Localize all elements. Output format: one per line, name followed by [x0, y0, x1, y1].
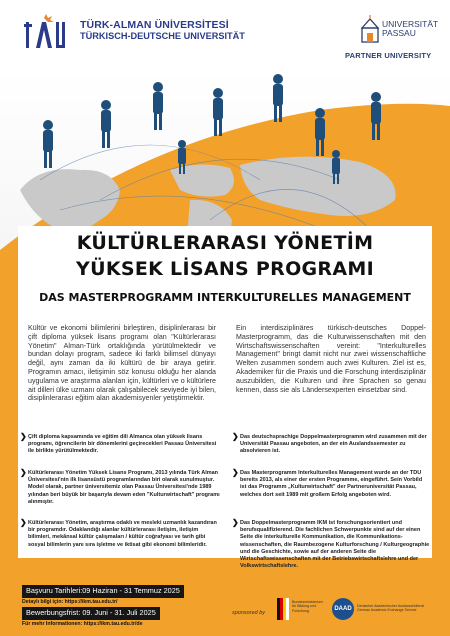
passau-name-line2: PASSAU	[382, 28, 416, 38]
daad-label: DAAD	[334, 606, 352, 612]
sponsored-by-label: sponsored by	[232, 610, 266, 616]
bullet-tr-1-text: Çift diploma kapsamında ve eğitim dili Almanca olan yüksek lisans programı, öğrencilerin bir dönemlerini geçirecekleri Passau Üniversitesi ile birlikte yürütülmektedir.	[28, 434, 217, 455]
bullet-tr-2	[20, 468, 220, 506]
tau-name	[80, 20, 250, 41]
chevron-right-icon: ❯	[232, 518, 239, 527]
chevron-right-icon: ❯	[20, 518, 27, 527]
bullet-tr-1	[20, 432, 220, 456]
bullet-tr-3-text: Kültürlerarası Yönetim, araştırma odaklı ve mesleki uzmanlık kazandıran bir programdır. Odaklandığı alanlar kültürlerarası iletişim, iletişim bilimleri, mekânsal kültür çalışmaları / kültür coğrafyası ve tarih gibi sosyal bilimlerin yanı sıra işletme ve iktisat gibi ekonomi bilimleridir.	[28, 520, 217, 548]
header	[0, 0, 450, 70]
apply-dates-tr: Başvuru Tarihleri:09 Haziran - 31 Temmuz 2025	[22, 585, 184, 598]
subtitle: DAS MASTERPROGRAMM INTERKULTURELLES MANAGEMENT	[39, 291, 411, 304]
bullet-de-3-text: Das Doppelmasterprogramm IKM ist forschungsorientiert und berufsqualifizierend. Die fachlichen Schwerpunkte sind auf der einen Seite die interkulturelle Kommunikation, die Kommunikations-wissenschaften, die Raumbezogene Kulturforschung / Kulturgeographie und die Geschichte, sowie auf der anderen Seite die Wirtschaftswissenschaften mit der Betriebswirtschaftslehre und der Volkswirtschaftslehre.	[240, 520, 430, 570]
chevron-right-icon: ❯	[232, 468, 239, 477]
chevron-right-icon: ❯	[20, 468, 27, 477]
bullet-de-2	[232, 468, 430, 499]
bullet-de-3	[232, 518, 430, 570]
chevron-right-icon: ❯	[232, 432, 239, 441]
apply-dates-de: Bewerbungsfrist: 09. Juni - 31. Juli 2025	[22, 607, 160, 620]
bullet-de-1-text: Das deutschsprachige Doppelmasterprogramm wird zusammen mit der Universität Passau angeboten, an der ein Auslandssemester zu absolvieren ist.	[240, 434, 427, 455]
partner-label: PARTNER UNIVERSITY	[345, 51, 432, 60]
info-link-tr[interactable]: Detaylı bilgi için: https://ikm.tau.edu.tr/	[22, 599, 118, 605]
passau-name-line1: UNIVERSITÄT	[382, 19, 439, 29]
bullet-tr-2-text: Kültürlerarası Yönetim Yüksek Lisans Programı, 2013 yılında Türk Alman Üniversitesi'nin ilk lisansüstü programlarından biri olarak sunulmuştur. Model olarak, partner üniversitemiz olan Passau Üniversitesi'nde 1989 yılından beri büyük bir başarıyla devam eden "Kulturwirtschaft" programı alınmıştır.	[28, 470, 220, 505]
daad-logo-icon	[332, 598, 354, 620]
bullet-tr-3	[20, 518, 220, 549]
bullet-de-1	[232, 432, 430, 456]
intro-text-de: Ein interdisziplinäres türkisch-deutsches Doppel-Masterprogramm, das die Kulturwissenschaften mit den Wirtschaftswissenschaften vereint: "Interkulturelles Management" bringt damit nicht nur zwei wissenschaftliche Welten zusammen sondern auch zwei Kulturen. Ziel ist es, Akademiker für die Praxis und die Forschung interdisziplinär auszubilden, die Kulturen und ihre Sprachen so genau kennen, dass sie als Ländersexperten einsetzbar sind.	[236, 324, 426, 394]
passau-name	[382, 20, 438, 38]
bmbf-name: Bundesministerium für Bildung und Forschung	[292, 600, 323, 613]
info-link-de[interactable]: Für mehr Informationen: https://ikm.tau.edu.tr/de	[22, 621, 143, 627]
tau-name-de: TÜRKISCH-DEUTSCHE UNIVERSITÄT	[80, 31, 245, 41]
tau-name-tr: TÜRK-ALMAN ÜNİVERSİTESİ	[80, 19, 229, 31]
intro-text-tr: Kültür ve ekonomi bilimlerini birleştiren, disiplinlerarası bir çift diploma yüksek lisans programı olan "Kültürlerarası Yönetim" Alman-Türk ortaklığında yürütülmektedir ve bundan dolayı program, sadece iki farklı bilimsel dünyayı değil, aynı zaman da iki kültürü de bir araya getirir. Programın amacı, iletişimin söz konusu olduğu her alanda uygulama ve araştırma alanları için, kültürleri ve o kültürlere ait dilleri ülke uzmanı olarak çalışabilecek seviyede iyi bilen, disiplinlerarası eğitim alan akademisyenler yetiştirmektir.	[28, 324, 216, 403]
tau-logo-icon	[24, 14, 74, 52]
bullet-de-2-text: Das Masterprogramm Interkulturelles Management wurde an der TDU bereits 2013, als einer der ersten Programme, eingeführt. Sein Vorbild ist das Programm „Kulturwirtschaft" der Partneruniversität Passau, welches dort seit 1989 mit großem Erfolg angeboten wird.	[240, 470, 423, 498]
title-line1: KÜLTÜRLERARASI YÖNETİM	[76, 232, 374, 254]
chevron-right-icon: ❯	[20, 432, 27, 441]
title-line2: YÜKSEK LİSANS PROGRAMI	[76, 258, 374, 280]
daad-name: Deutscher Akademischer Austauschdienst German Academic Exchange Service	[357, 604, 425, 613]
